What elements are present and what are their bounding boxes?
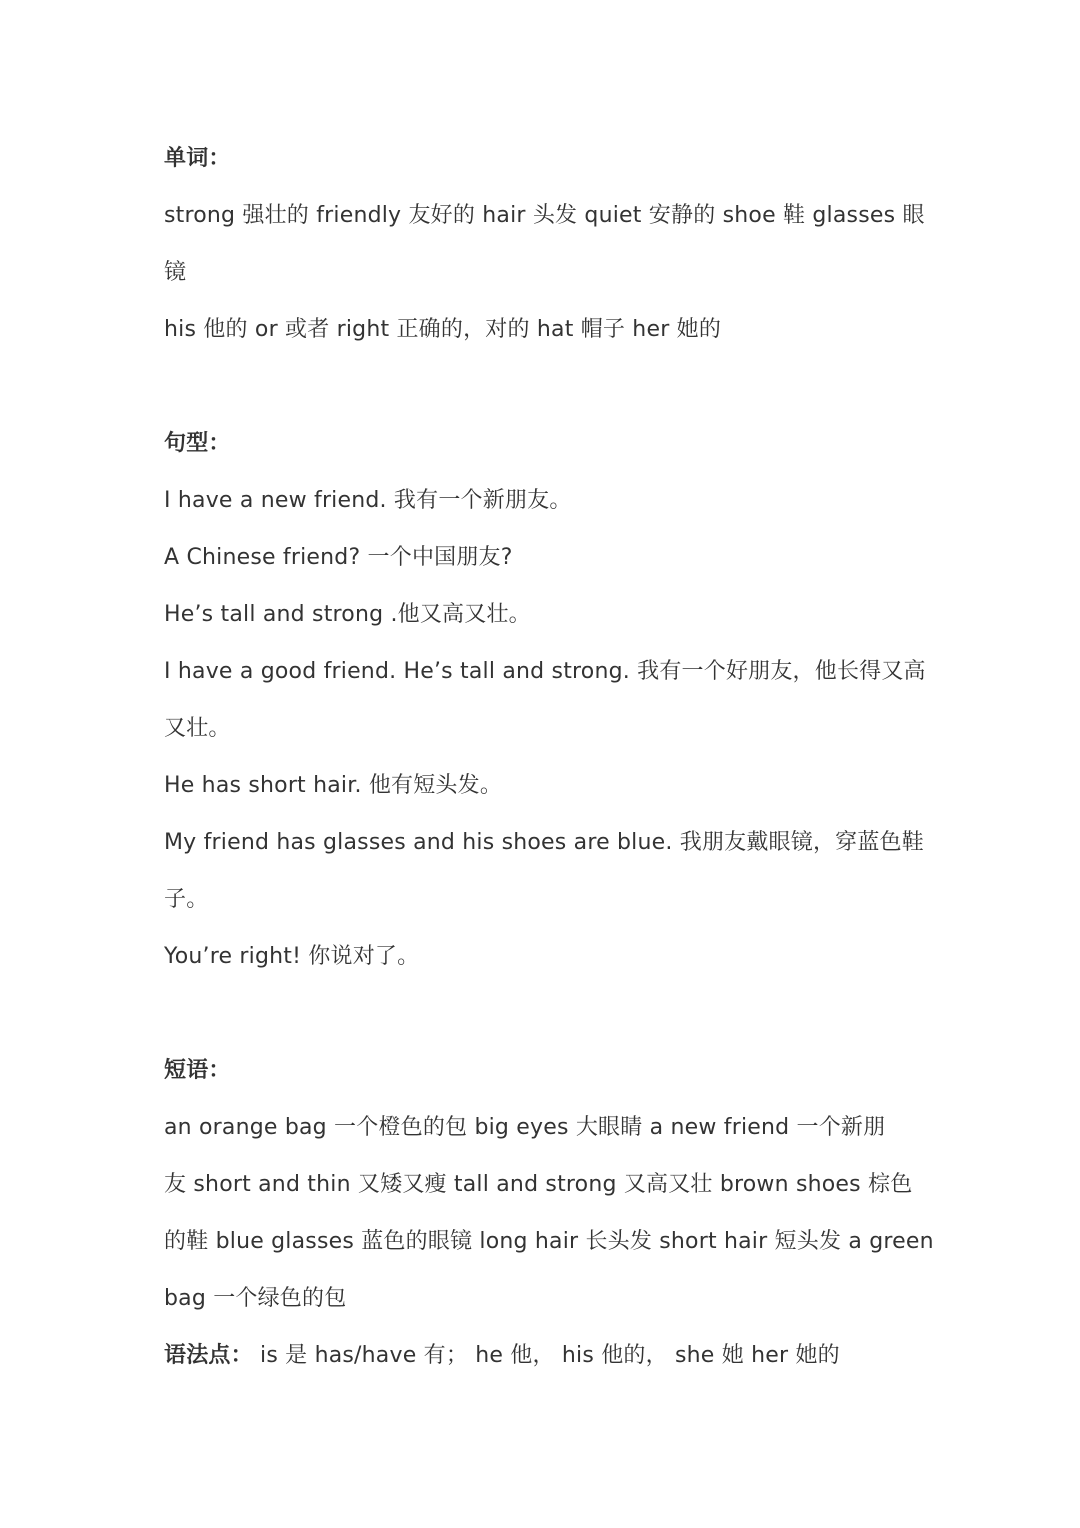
- phrase-line: bag 一个绿色的包: [164, 1286, 347, 1311]
- section-spacer: [164, 985, 920, 1042]
- grammar-text: is 是 has/have 有； he 他， his 他的， she 她 her 她的: [252, 1343, 840, 1368]
- phrase-line: 的鞋 blue glasses 蓝色的眼镜 long hair 长头发 short hair 短头发 a green: [164, 1229, 934, 1254]
- sentence-line: He has short hair. 他有短头发。: [164, 773, 503, 798]
- sentence-line: 又壮。: [164, 716, 231, 741]
- sentence-line: He’s tall and strong .他又高又壮。: [164, 602, 531, 627]
- sentence-line: I have a good friend. He’s tall and strong. 我有一个好朋友，他长得又高: [164, 659, 926, 684]
- vocabulary-heading: 单词：: [164, 146, 231, 171]
- grammar-line: [164, 1327, 920, 1384]
- sentence-line: You’re right! 你说对了。: [164, 944, 420, 969]
- section-spacer: [164, 358, 920, 415]
- vocabulary-line: his 他的 or 或者 right 正确的，对的 hat 帽子 her 她的: [164, 317, 722, 342]
- phrase-line: an orange bag 一个橙色的包 big eyes 大眼睛 a new friend 一个新朋: [164, 1115, 886, 1140]
- grammar-label: 语法点：: [164, 1343, 253, 1368]
- document-page: [164, 130, 934, 1384]
- sentence-line: I have a new friend. 我有一个新朋友。: [164, 488, 572, 513]
- vocabulary-line: strong 强壮的 friendly 友好的 hair 头发 quiet 安静的 shoe 鞋 glasses 眼: [164, 203, 925, 228]
- sentences-heading: 句型：: [164, 431, 231, 456]
- sentence-line: My friend has glasses and his shoes are blue. 我朋友戴眼镜，穿蓝色鞋: [164, 830, 924, 855]
- phrase-line: 友 short and thin 又矮又瘦 tall and strong 又高又壮 brown shoes 棕色: [164, 1172, 913, 1197]
- sentence-line: 子。: [164, 887, 209, 912]
- sentence-line: A Chinese friend? 一个中国朋友?: [164, 545, 513, 570]
- vocabulary-line: 镜: [164, 260, 187, 285]
- phrases-heading: 短语：: [164, 1058, 231, 1083]
